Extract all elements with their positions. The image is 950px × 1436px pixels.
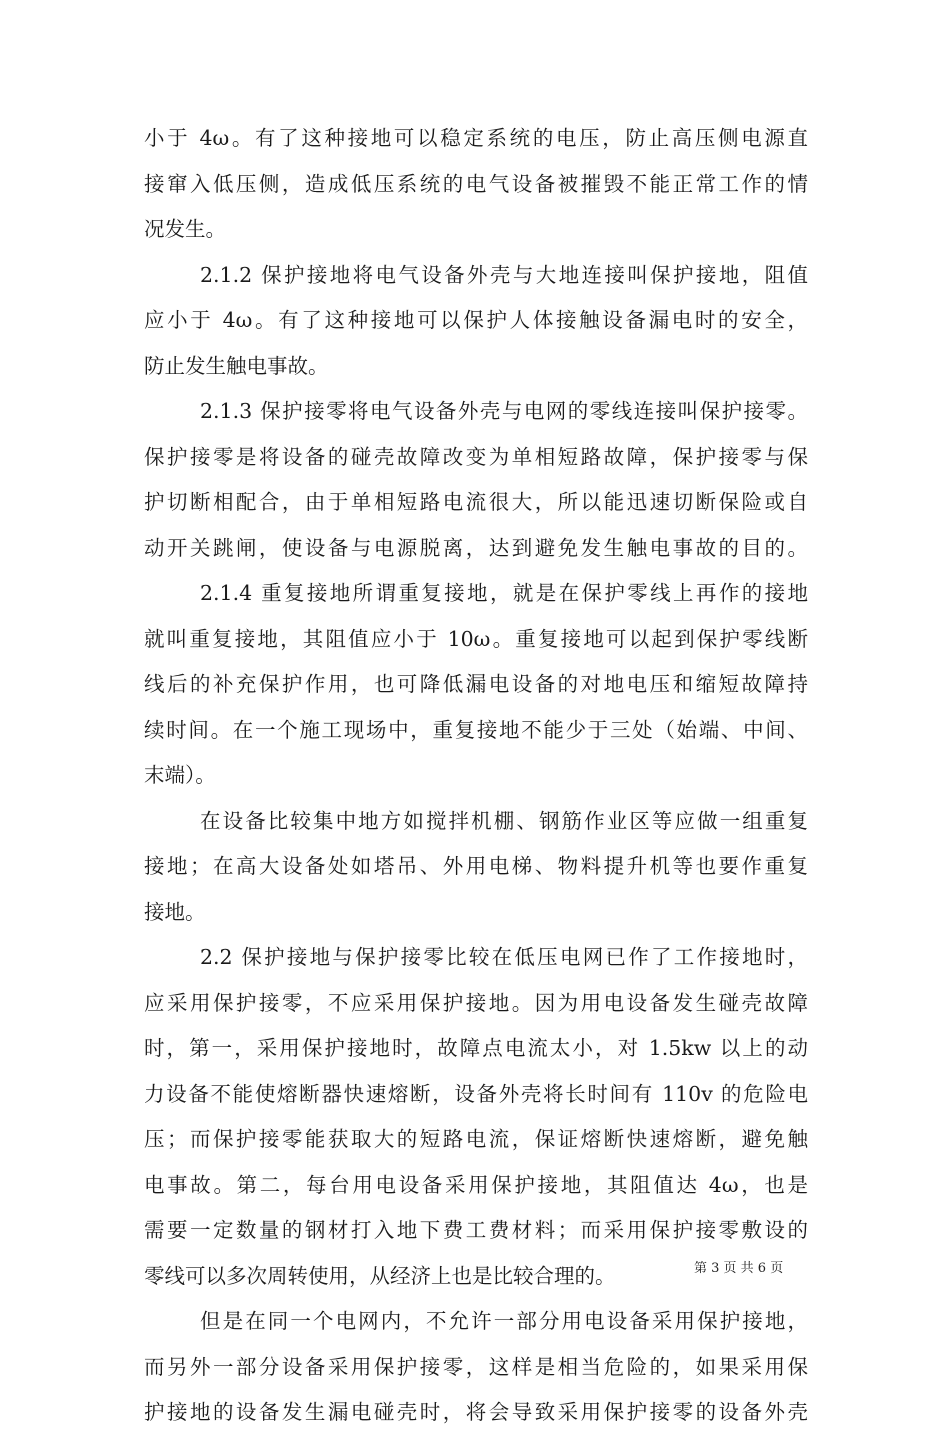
text-line: 力设备不能使熔断器快速熔断，设备外壳将长时间有 110v 的危险电: [144, 1081, 808, 1106]
text-line: 但是在同一个电网内，不允许一部分用电设备采用保护接地，: [200, 1309, 808, 1333]
text-line: 末端）。: [144, 763, 216, 787]
page-number-footer: 第 3 页 共 6 页: [694, 1261, 784, 1276]
text-line: 护切断相配合，由于单相短路电流很大，所以能迅速切断保险或自: [144, 490, 808, 514]
text-line: 护接地的设备发生漏电碰壳时，将会导致采用保护接零的设备外壳: [144, 1400, 808, 1424]
text-line: 防止发生触电事故。: [144, 353, 329, 378]
text-line: 续时间。在一个施工现场中，重复接地不能少于三处（始端、中间、: [144, 717, 808, 742]
text-line: 接地；在高大设备处如塔吊、外用电梯、物料提升机等也要作重复: [144, 854, 808, 878]
text-line: 零线可以多次周转使用，从经济上也是比较合理的。: [144, 1263, 616, 1288]
text-line: 应小于 4ω。有了这种接地可以保护人体接触设备漏电时的安全，: [144, 308, 808, 332]
text-line: 在设备比较集中地方如搅拌机棚、钢筋作业区等应做一组重复: [200, 808, 808, 833]
text-line: 动开关跳闸，使设备与电源脱离，达到避免发生触电事故的目的。: [144, 535, 808, 560]
text-line: 保护接零是将设备的碰壳故障改变为单相短路故障，保护接零与保: [144, 444, 808, 469]
text-line: 况发生。: [144, 217, 226, 241]
text-line: 压；而保护接零能获取大的短路电流，保证熔断快速熔断，避免触: [144, 1127, 808, 1151]
document-body: [144, 116, 808, 1436]
text-line: 时，第一，采用保护接地时，故障点电流太小，对 1.5kw 以上的动: [144, 1036, 808, 1060]
text-line: 接窜入低压侧，造成低压系统的电气设备被摧毁不能正常工作的情: [144, 171, 808, 196]
text-line: 应采用保护接零，不应采用保护接地。因为用电设备发生碰壳故障: [144, 990, 808, 1015]
text-line: 2.2 保护接地与保护接零比较在低压电网已作了工作接地时，: [200, 945, 808, 969]
text-line: 接地。: [144, 899, 206, 924]
text-line: 2.1.4 重复接地所谓重复接地，就是在保护零线上再作的接地: [200, 581, 808, 605]
text-line: 2.1.2 保护接地将电气设备外壳与大地连接叫保护接地，阻值: [200, 262, 808, 287]
text-line: 而另外一部分设备采用保护接零，这样是相当危险的，如果采用保: [144, 1354, 808, 1379]
text-line: 就叫重复接地，其阻值应小于 10ω。重复接地可以起到保护零线断: [144, 626, 808, 651]
text-line: 2.1.3 保护接零将电气设备外壳与电网的零线连接叫保护接零。: [200, 399, 808, 423]
text-line: 线后的补充保护作用，也可降低漏电设备的对地电压和缩短故障持: [144, 672, 808, 696]
text-line: 小于 4ω。有了这种接地可以稳定系统的电压，防止高压侧电源直: [144, 126, 808, 150]
text-line: 电事故。第二，每台用电设备采用保护接地，其阻值达 4ω，也是: [144, 1172, 808, 1197]
text-line: 需要一定数量的钢材打入地下费工费材料；而采用保护接零敷设的: [144, 1218, 808, 1242]
